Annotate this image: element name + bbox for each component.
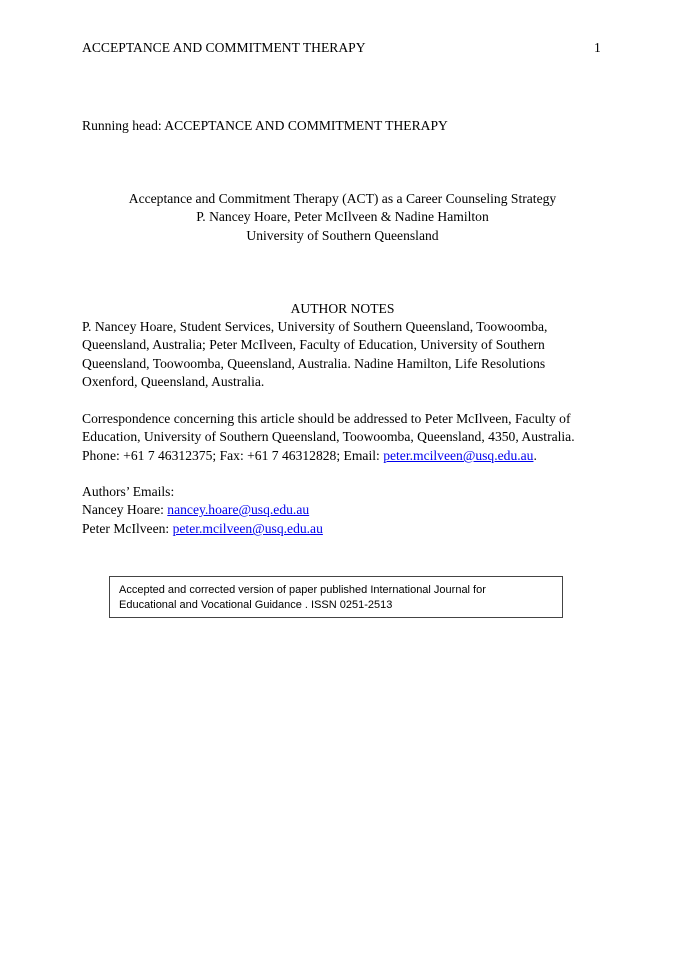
notice-line: Educational and Vocational Guidance . ISSN 0251-2513 <box>119 599 393 611</box>
email-entry-name: Peter McIlveen: <box>82 521 173 536</box>
email-entry-name: Nancey Hoare: <box>82 502 168 517</box>
correspondence-line: Correspondence concerning this article should be addressed to Peter McIlveen, Faculty of <box>82 411 571 426</box>
email-link-mcilveen[interactable]: peter.mcilveen@usq.edu.au <box>172 521 323 536</box>
correspondence-contact <box>82 447 537 465</box>
author-notes-heading: AUTHOR NOTES <box>290 301 395 316</box>
paper-title: Acceptance and Commitment Therapy (ACT) as a Career Counseling Strategy <box>128 191 557 206</box>
running-head: Running head: ACCEPTANCE AND COMMITMENT THERAPY <box>82 118 448 133</box>
correspondence-line: Education, University of Southern Queensland, Toowoomba, Queensland, 4350, Australia. <box>82 429 575 444</box>
author-notes-line: Oxenford, Queensland, Australia. <box>82 374 265 389</box>
email-entry <box>82 501 309 519</box>
author-notes-line: Queensland, Toowoomba, Queensland, Australia. Nadine Hamilton, Life Resolutions <box>82 356 546 371</box>
author-notes-line: P. Nancey Hoare, Student Services, University of Southern Queensland, Toowoomba, <box>82 319 548 334</box>
page-number: 1 <box>594 40 601 55</box>
correspondence-email-link[interactable]: peter.mcilveen@usq.edu.au <box>383 448 534 463</box>
email-link-hoare[interactable]: nancey.hoare@usq.edu.au <box>167 502 310 517</box>
emails-heading: Authors’ Emails: <box>82 484 175 499</box>
contact-numbers: Phone: +61 7 46312375; Fax: +61 7 46312828; Email: <box>82 448 384 463</box>
author-notes-line: Queensland, Australia; Peter McIlveen, Faculty of Education, University of Southern <box>82 337 545 352</box>
email-entry <box>82 520 323 538</box>
notice-line: Accepted and corrected version of paper published International Journal for <box>119 584 486 596</box>
contact-suffix: . <box>533 448 537 463</box>
running-title-header: ACCEPTANCE AND COMMITMENT THERAPY <box>82 40 366 55</box>
paper-affiliation: University of Southern Queensland <box>246 228 439 243</box>
paper-authors: P. Nancey Hoare, Peter McIlveen & Nadine Hamilton <box>196 209 489 224</box>
publication-notice-box <box>109 576 563 618</box>
